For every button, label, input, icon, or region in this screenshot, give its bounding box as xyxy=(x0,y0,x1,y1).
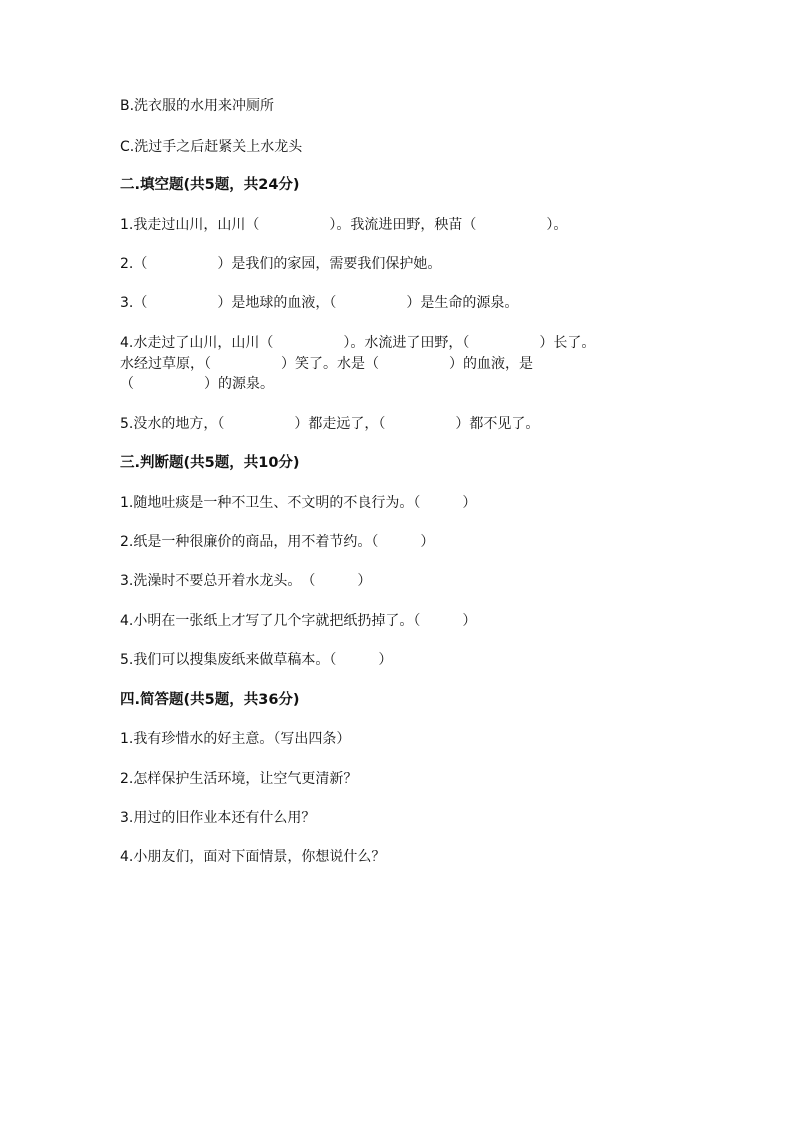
judge-question-5: 5.我们可以搜集废纸来做草稿本。（ ） xyxy=(120,652,393,668)
fill-question-1: 1.我走过山川，山川（ ）。我流进田野，秧苗（ ）。 xyxy=(120,217,568,233)
judge-question-2: 2.纸是一种很廉价的商品，用不着节约。（ ） xyxy=(120,534,435,550)
judge-question-1: 1.随地吐痰是一种不卫生、不文明的不良行为。（ ） xyxy=(120,495,477,511)
fill-question-4-line-3: （ ）的源泉。 xyxy=(120,376,274,392)
section-heading-fill-in: 二.填空题(共5题，共24分) xyxy=(120,177,300,193)
option-c: C.洗过手之后赶紧关上水龙头 xyxy=(120,139,303,155)
short-question-3: 3.用过的旧作业本还有什么用？ xyxy=(120,810,316,826)
fill-question-2: 2.（ ）是我们的家园，需要我们保护她。 xyxy=(120,256,442,272)
fill-question-4-line-2: 水经过草原，（ ）笑了。水是（ ）的血液，是 xyxy=(120,356,533,372)
fill-question-5: 5.没水的地方，（ ）都走远了，（ ）都不见了。 xyxy=(120,416,540,432)
section-heading-short-answer: 四.简答题(共5题，共36分) xyxy=(120,692,300,708)
short-question-1: 1.我有珍惜水的好主意。（写出四条） xyxy=(120,731,351,747)
fill-question-4-line-1: 4.水走过了山川，山川（ ）。水流进了田野，（ ）长了。 xyxy=(120,335,596,351)
short-question-4: 4.小朋友们，面对下面情景，你想说什么？ xyxy=(120,849,386,865)
short-question-2: 2.怎样保护生活环境，让空气更清新？ xyxy=(120,771,358,787)
judge-question-3: 3.洗澡时不要总开着水龙头。 （ ） xyxy=(120,573,372,589)
fill-question-3: 3.（ ）是地球的血液，（ ）是生命的源泉。 xyxy=(120,295,519,311)
section-heading-true-false: 三.判断题(共5题，共10分) xyxy=(120,455,300,471)
option-b: B.洗衣服的水用来冲厕所 xyxy=(120,98,275,114)
judge-question-4: 4.小明在一张纸上才写了几个字就把纸扔掉了。（ ） xyxy=(120,613,477,629)
